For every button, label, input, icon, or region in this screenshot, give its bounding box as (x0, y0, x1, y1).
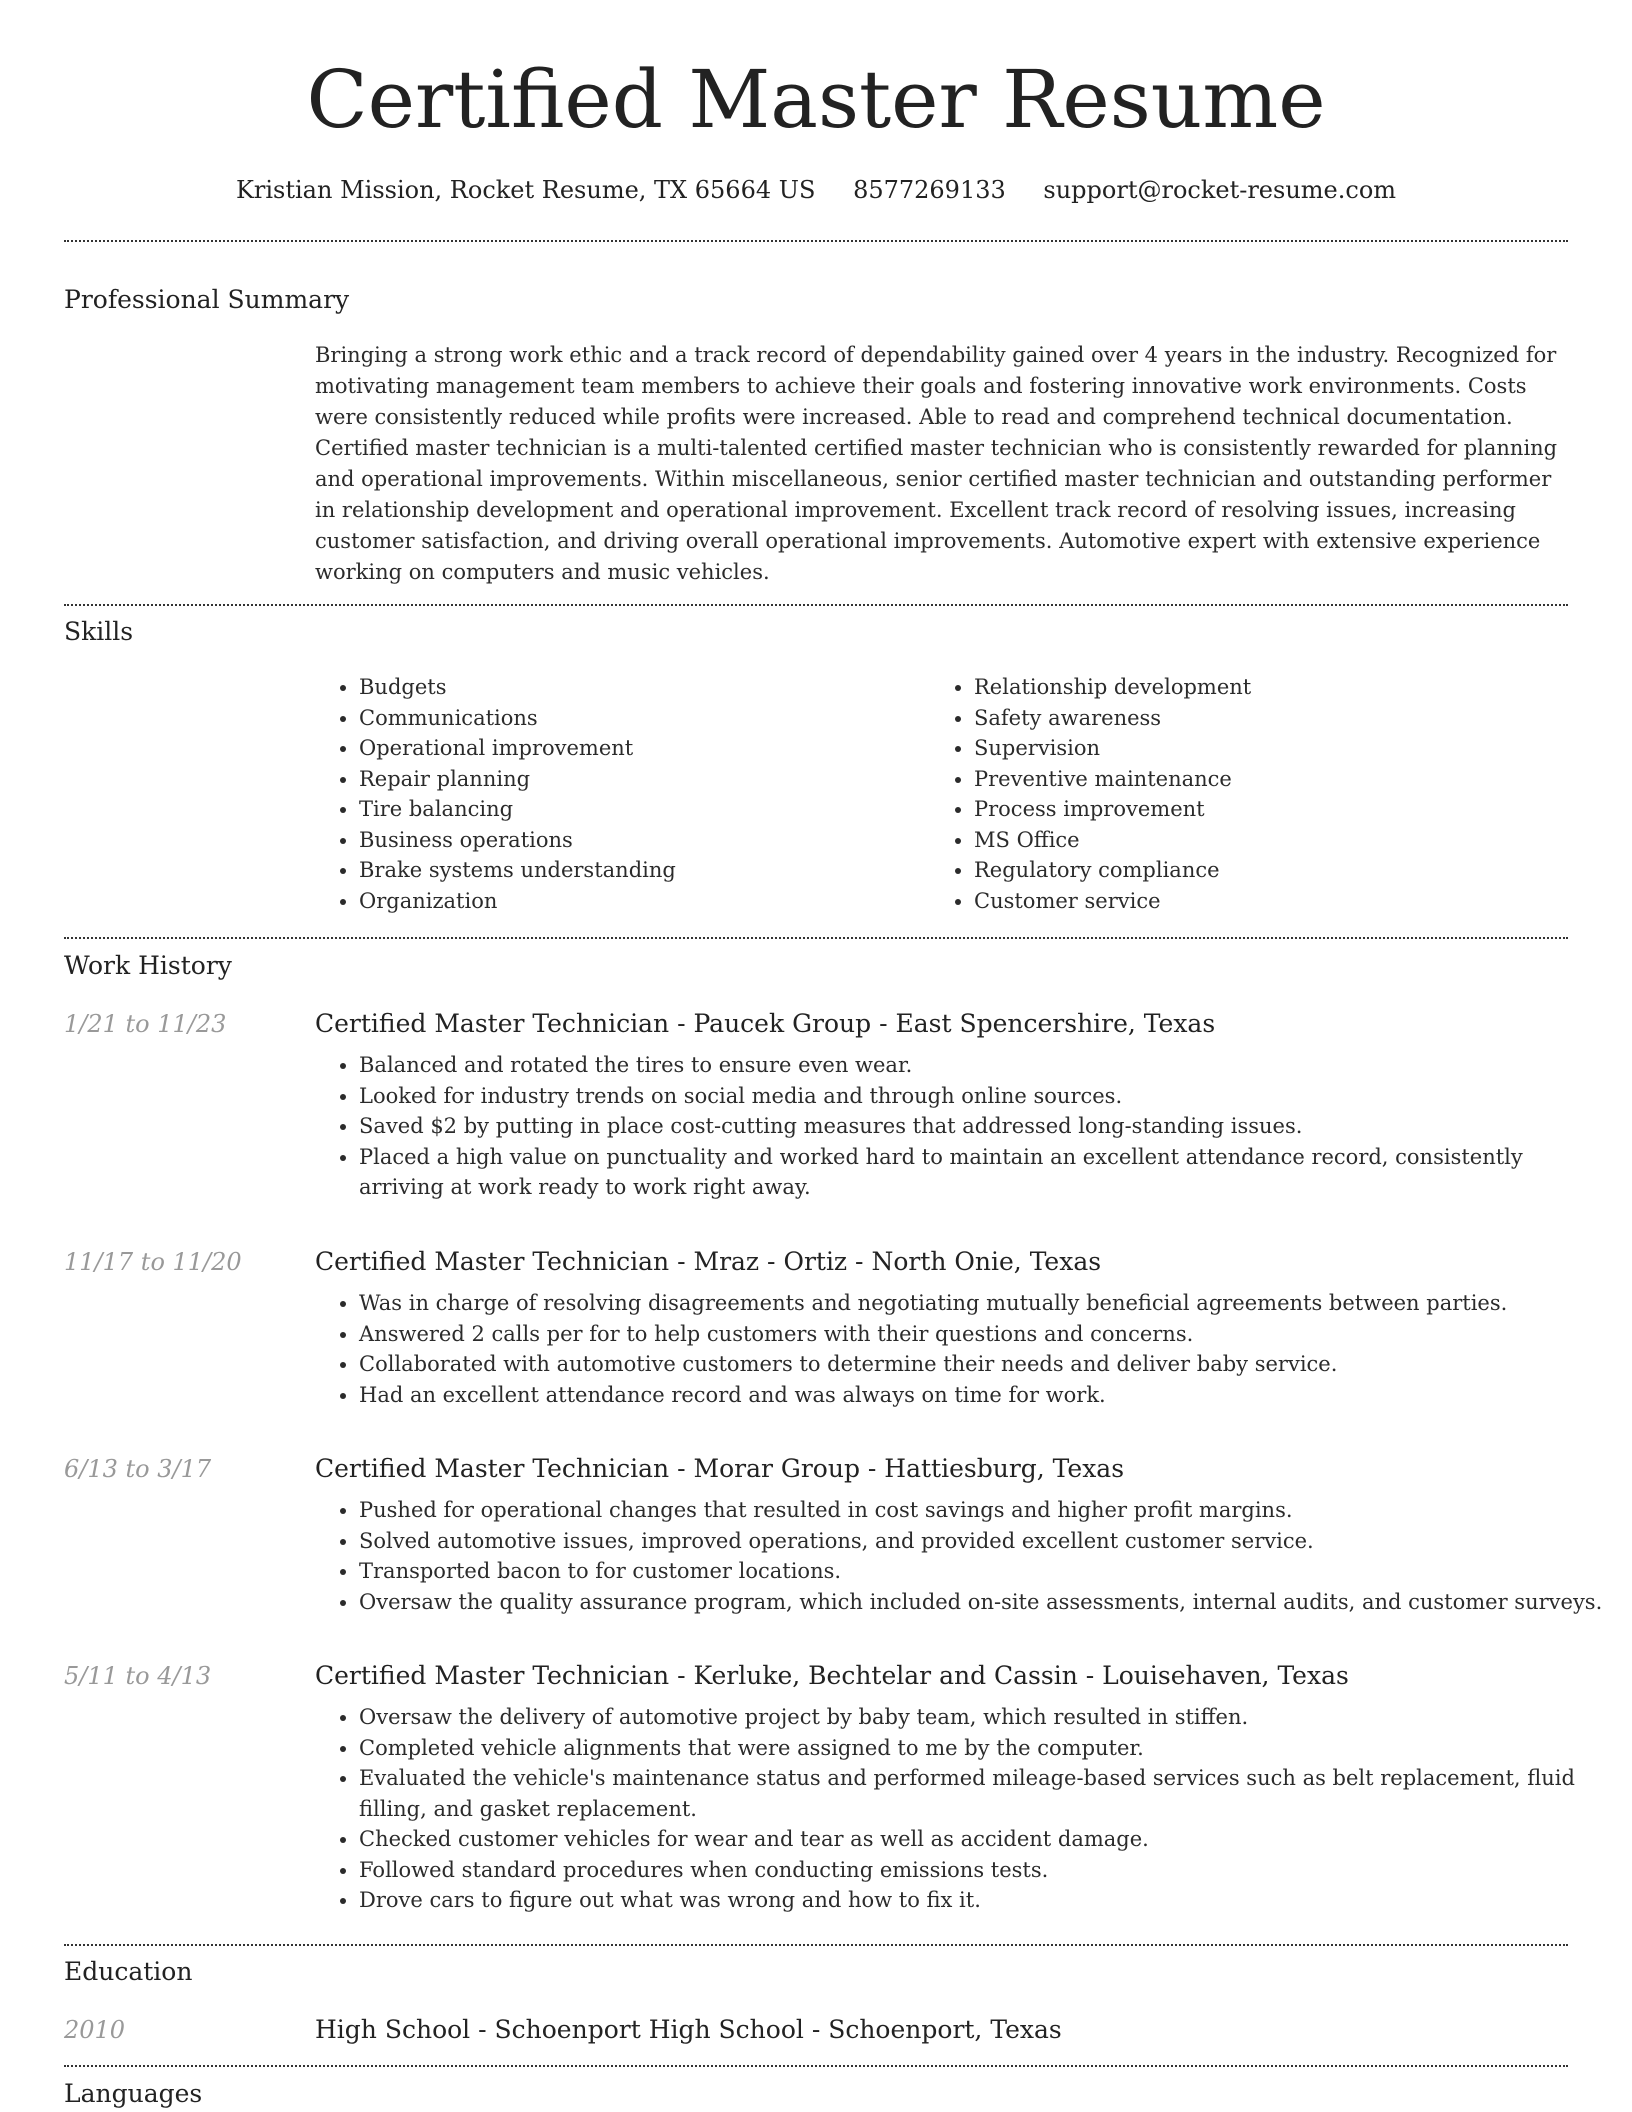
skills-column-right (930, 672, 1534, 916)
skill-item: • Operational improvement (359, 733, 919, 764)
skill-item: • Brake systems understanding (359, 855, 919, 886)
job-bullet: • Followed standard procedures when conducting emissions tests. (359, 1855, 1609, 1886)
job-bullet: • Oversaw the delivery of automotive project by baby team, which resulted in stiffen. (359, 1702, 1609, 1733)
skills-heading: Skills (64, 617, 134, 646)
job-bullets (315, 1495, 1609, 1617)
skill-item: • Tire balancing (359, 794, 919, 825)
job-bullet: • Transported bacon to for customer locations. (359, 1556, 1609, 1587)
skill-item: • Budgets (359, 672, 919, 703)
job-bullet: • Looked for industry trends on social media and through online sources. (359, 1081, 1609, 1112)
summary-text: Bringing a strong work ethic and a track record of dependability gained over 4 years in the industry. Recognized for motivating management team members to achieve their goals and fostering innovative work environments. Costs were consistently reduced while profits were increased. Able to read and comprehend technical documentation. Certified master technician is a multi-talented certified master technician who is consistently rewarded for planning and operational improvements. Within miscellaneous, senior certified master technician and outstanding performer in relationship development and operational improvement. Excellent track record of resolving issues, increasing customer satisfaction, and driving overall operational improvements. Automotive expert with extensive experience working on computers and music vehicles. (315, 343, 1558, 584)
job-bullet: • Completed vehicle alignments that were assigned to me by the computer. (359, 1733, 1609, 1764)
job-dates: 1/21 to 11/23 (64, 1010, 227, 1038)
section-divider (64, 2065, 1568, 2067)
job-bullet: • Solved automotive issues, improved operations, and provided excellent customer service. (359, 1526, 1609, 1557)
job-bullet: • Evaluated the vehicle's maintenance status and performed mileage-based services such as belt replacement, fluid filling, and gasket replacement. (359, 1763, 1609, 1824)
education-heading-line: High School - Schoenport High School - Schoenport, Texas (315, 2015, 1062, 2044)
section-divider (64, 604, 1568, 606)
job-heading: Certified Master Technician - Paucek Group - East Spencershire, Texas (315, 1009, 1216, 1038)
section-divider (64, 937, 1568, 939)
skill-item: • Process improvement (974, 794, 1534, 825)
job-bullet: • Was in charge of resolving disagreements and negotiating mutually beneficial agreements between parties. (359, 1288, 1609, 1319)
job-bullet: • Had an excellent attendance record and was always on time for work. (359, 1380, 1609, 1411)
skill-item: • Organization (359, 886, 919, 917)
job-bullets (315, 1702, 1609, 1916)
education-heading: Education (64, 1957, 193, 1986)
resume-title: Certified Master Resume (306, 53, 1326, 146)
section-divider (64, 240, 1568, 242)
skill-item: • Preventive maintenance (974, 764, 1534, 795)
work-history-heading: Work History (64, 951, 232, 980)
job-dates: 5/11 to 4/13 (64, 1662, 212, 1690)
job-bullets (315, 1050, 1609, 1203)
skill-item: • Supervision (974, 733, 1534, 764)
job-heading: Certified Master Technician - Morar Group - Hattiesburg, Texas (315, 1454, 1125, 1483)
job-bullet: • Drove cars to figure out what was wrong and how to fix it. (359, 1885, 1609, 1916)
job-bullet: • Saved $2 by putting in place cost-cutting measures that addressed long-standing issues. (359, 1111, 1609, 1142)
education-date: 2010 (64, 2016, 126, 2044)
section-divider (64, 1944, 1568, 1946)
job-bullet: • Placed a high value on punctuality and worked hard to maintain an excellent attendance record, consistently arriving at work ready to work right away. (359, 1142, 1609, 1203)
contact-line (0, 170, 1632, 210)
skill-item: • Customer service (974, 886, 1534, 917)
skill-item: • MS Office (974, 825, 1534, 856)
job-dates: 11/17 to 11/20 (64, 1248, 242, 1276)
skills-column-left (315, 672, 919, 916)
contact-address: Kristian Mission, Rocket Resume, TX 65664 US (235, 176, 816, 204)
contact-email: support@rocket-resume.com (1043, 176, 1397, 204)
skill-item: • Safety awareness (974, 703, 1534, 734)
job-bullet: • Pushed for operational changes that resulted in cost savings and higher profit margins. (359, 1495, 1609, 1526)
languages-heading: Languages (64, 2079, 203, 2108)
job-bullets (315, 1288, 1609, 1410)
job-heading: Certified Master Technician - Mraz - Ortiz - North Onie, Texas (315, 1247, 1102, 1276)
summary-heading: Professional Summary (64, 285, 350, 314)
job-bullet: • Checked customer vehicles for wear and tear as well as accident damage. (359, 1824, 1609, 1855)
job-bullet: • Oversaw the quality assurance program, which included on-site assessments, internal audits, and customer surveys. (359, 1587, 1609, 1618)
skill-item: • Repair planning (359, 764, 919, 795)
job-dates: 6/13 to 3/17 (64, 1455, 212, 1483)
contact-phone: 8577269133 (853, 176, 1006, 204)
job-bullet: • Balanced and rotated the tires to ensure even wear. (359, 1050, 1609, 1081)
skill-item: • Relationship development (974, 672, 1534, 703)
skill-item: • Communications (359, 703, 919, 734)
skill-item: • Regulatory compliance (974, 855, 1534, 886)
skill-item: • Business operations (359, 825, 919, 856)
job-bullet: • Answered 2 calls per for to help customers with their questions and concerns. (359, 1319, 1609, 1350)
job-bullet: • Collaborated with automotive customers to determine their needs and deliver baby service. (359, 1349, 1609, 1380)
job-heading: Certified Master Technician - Kerluke, Bechtelar and Cassin - Louisehaven, Texas (315, 1661, 1349, 1690)
